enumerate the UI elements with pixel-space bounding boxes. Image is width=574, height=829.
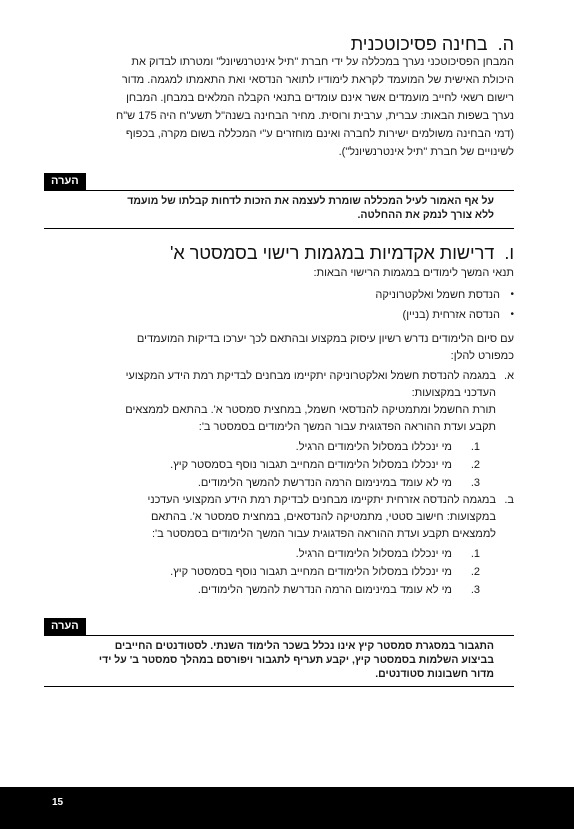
section-h-number: ה. [497, 34, 514, 54]
note-1-bottom-rule [44, 228, 514, 229]
item-b-sub-number: 2. [470, 566, 480, 578]
section-h-heading [351, 34, 514, 55]
item-b-sub-number: 3. [470, 584, 480, 596]
page-number: 15 [52, 797, 64, 808]
section-v-intro: תנאי המשך לימודים במגמות הרישוי הבאות: [313, 267, 514, 279]
section-h-line: (דמי הבחינה משולמים ישירות לחברה ואינם מוחזרים ע"י המכללה בשום מקרה, בכפוף [125, 128, 514, 140]
section-v-bullet: • הנדסת חשמל ואלקטרוניקה [375, 289, 500, 301]
item-a-line: תורת החשמל ומתמטיקה להנדסאי חשמל, במחצית סמסטר א'. בהתאם לממצאים [125, 404, 496, 416]
item-b-line: במגמה להנדסה אזרחית יתקיימו מבחנים לבדיקת רמת הידע המקצועי העדכני [147, 494, 496, 506]
note-2-line: התגבור במסגרת סמסטר קיץ אינו נכלל בשכר הלימוד השנתי. לסטודנטים החייבים [114, 640, 494, 652]
item-a-sub-number: 3. [470, 477, 480, 489]
item-a-sub-text: מי ינכללו במסלול הלימודים המחייב תגבור נוסף בסמסטר קיץ. [170, 459, 452, 471]
section-h-line: היכולת האישית של המועמד לקראת לימודיו לתואר הנדסאי ואת התאמתו למגמה. מדור [121, 74, 514, 86]
section-h-title: בחינה פסיכוטכנית [350, 34, 488, 54]
item-b-line: לממצאים תקבע ועדת ההוראה הפדגוגית עבור המשך הלימודים בסמסטר ב': [151, 528, 496, 540]
note-1-line: ללא צורך לנמק את ההחלטה. [357, 209, 494, 221]
item-a-sub-number: 1. [470, 441, 480, 453]
section-v-title: דרישות אקדמיות במגמות רישוי בסמסטר א' [169, 243, 495, 263]
note-2-text [72, 639, 494, 681]
note-2-top-rule [44, 635, 514, 636]
section-v-number: ו. [504, 243, 514, 263]
item-b-line: במקצועות: חישוב סטטי, מתמטיקה להנדסאים, במחצית סמסטר א'. בהתאם [150, 511, 496, 523]
note-2-tag: הערה [44, 618, 86, 635]
note-1-text [72, 194, 494, 222]
section-h-line: המבחן הפסיכוטכני נערך במכללה על ידי חברת "תיל אינטרנשיונל" ומטרתו לבדוק את [131, 56, 514, 68]
section-v-bullet: • הנדסה אזרחית (בניין) [403, 309, 500, 321]
item-a-sub-number: 2. [470, 459, 480, 471]
item-b-label: ב. [504, 494, 514, 506]
item-a-line: העדכני במקצועות: [411, 387, 496, 399]
note-1-top-rule [44, 190, 514, 191]
section-v-after-line: עם סיום הלימודים נדרש רשיון עיסוק במקצוע ובהתאם לכך יערכו בדיקות המועמדים [136, 333, 514, 345]
item-b-sub-text: מי ינכללו במסלול הלימודים המחייב תגבור נוסף בסמסטר קיץ. [170, 566, 452, 578]
note-2-line: מדור חשבונות סטודנטים. [375, 668, 494, 680]
section-h-line: נערך בשפות הבאות: עברית, ערבית ורוסית. מחיר הבחינה בשנה"ל תשע"ח היה 175 ש"ח [116, 110, 514, 122]
item-b-sub-text: מי ינכללו במסלול הלימודים הרגיל. [295, 548, 452, 560]
note-1-line: על אף האמור לעיל המכללה שומרת לעצמה את הזכות לדחות קבלתו של מועמד [127, 195, 494, 207]
section-v-heading [170, 243, 514, 264]
note-2-bottom-rule [44, 686, 514, 687]
item-a-sub-text: מי ינכללו במסלול הלימודים הרגיל. [295, 441, 452, 453]
item-b-sub-text: מי לא עומד במינימום הרמה הנדרשת להמשך הלימודים. [197, 584, 452, 596]
item-b-sub-number: 1. [470, 548, 480, 560]
page-footer [0, 787, 574, 829]
section-v-after-line: כמפורט להלן: [450, 350, 514, 362]
item-a-line: תקבע ועדת ההוראה הפדגוגית עבור המשך הלימודים בסמסטר ב': [198, 421, 496, 433]
section-h-line: לשינויים של חברת "תיל אינטרנשיונל"). [338, 146, 514, 158]
note-2-line: בביצוע השלמות בסמסטר קיץ, יקבע תעריף לתגבור ויפורסם במהלך סמסטר ב' על ידי [98, 654, 494, 666]
note-1-tag: הערה [44, 173, 86, 190]
item-a-sub-text: מי לא עומד במינימום הרמה הנדרשת להמשך הלימודים. [197, 477, 452, 489]
section-h-line: רישום רשאי לחייב מועמדים אשר אינם עומדים בתנאי הקבלה המלאים במבחן. המבחן [126, 92, 514, 104]
item-a-label: א. [504, 370, 514, 382]
item-a-line: במגמה להנדסת חשמל ואלקטרוניקה יתקיימו מבחנים לבדיקת רמת הידע המקצועי [125, 370, 496, 382]
